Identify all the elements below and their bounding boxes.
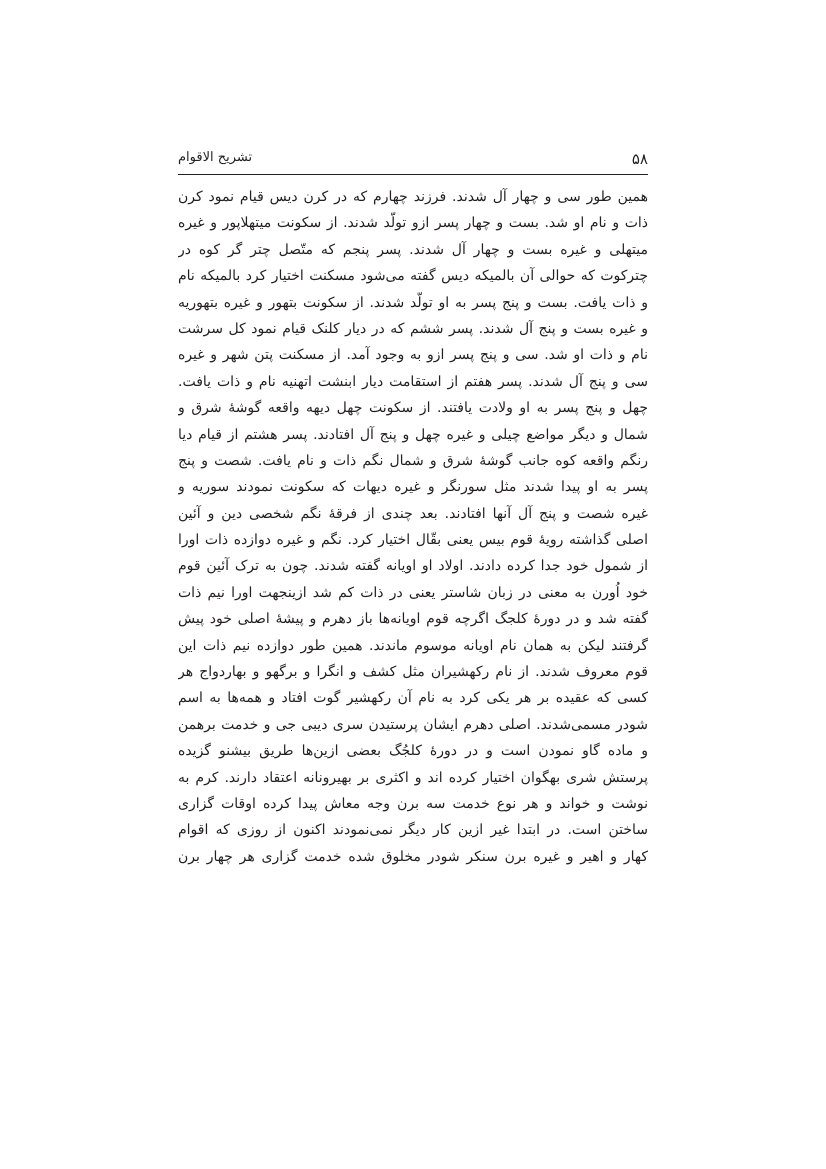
text-line: سی و پنج آل شدند. پسر هفتم از استقامت دیار ابنشت اتهنیه نام و ذات یافت. [178, 373, 648, 390]
text-line: پرستش شری بهگوان اختیار کرده اند و اکثری بر بهیرونانه اعتقاد دارند. کرم به [178, 769, 648, 786]
text-line: پسر به او پیدا شدند مثل سورنگر و غیره دیهات که سکونت نمودند سوریه و [178, 479, 648, 496]
text-line: نوشت و خواند و هر نوع خدمت سه برن وجه معاش پیدا کرده اوقات گزاری [178, 795, 648, 812]
text-line: رنگم واقعه کوه جانب گوشهٔ شرق و شمال نگم ذات و نام یافت. شصت و پنج [178, 452, 648, 469]
text-line: کسی که عقیده بر هر یکی کرد به نام آن رکهشیر گوت افتاد و همه‌ها به اسم [178, 690, 648, 707]
text-line: و غیره بست و پنج آل شدند. پسر ششم که در دیار کلنک قیام نمود کل سرشت [178, 320, 648, 337]
text-line: گفته شد و در دورهٔ کلجگ اگرچه قوم اویانه‌ها باز دهرم و پیشهٔ اصلی خود پیش [178, 611, 648, 628]
text-line: چترکوت که حوالی آن بالمیکه دیس گفته می‌شود مسکنت اختیار کرد بالمیکه نام [178, 268, 648, 285]
text-line: همین طور سی و چهار آل شدند. فرزند چهارم که در کرن دیس قیام نمود کرن [178, 189, 648, 205]
text-line: ساختن است. در ابتدا غیر ازین کار دیگر نمی‌نمودند اکنون از روزی که اقوام [178, 822, 648, 839]
text-line: گرفتند لیکن به همان نام اویانه موسوم ماندند. همین طور دوازده نیم ذات این [178, 637, 648, 654]
text-line: ذات و نام او شد. بست و چهار پسر ازو تولّد شدند. از سکونت میتهلاپور و غیره [178, 215, 648, 232]
text-line: میتهلی و غیره بست و چهار آل شدند. پسر پنجم که متّصل چتر گر کوه در [178, 241, 648, 258]
text-line: اصلی گذاشته رویهٔ قوم بیس یعنی بقّال اختیار کرد. نگم و غیره دوازده ذات اورا [178, 532, 648, 549]
running-title: تشریح الاقوام [178, 150, 253, 165]
text-line: و ذات یافت. بست و پنج پسر به او تولّد شدند. از سکونت بتهور و غیره بتهوریه [178, 294, 648, 311]
text-line: کهار و اهیر و غیره برن سنکر شودر مخلوق شده خدمت گزاری هر چهار برن [178, 848, 648, 865]
text-line: شودر مسمی‌شدند. اصلی دهرم ایشان پرستیدن سری دیبی جی و خدمت برهمن [178, 716, 648, 733]
text-line: و ماده گاو نمودن است و در دورهٔ کلجُگ بعضی ازین‌ها طریق بیشنو گزیده [178, 743, 648, 760]
text-line: قوم معروف شدند. از نام رکهشیران مثل کشف و انگرا و برگهو و بهاردواج هر [178, 664, 648, 681]
text-line: خود اُورن به معنی در زبان شاستر یعنی در ذات کم شد ازینجهت اورا نیم ذات [178, 584, 648, 601]
body-text [178, 184, 648, 870]
text-line: چهل و پنج پسر به او ولادت یافتند. از سکونت چهل دیهه واقعه گوشهٔ شرق و [178, 400, 648, 417]
text-line: غیره شصت و پنج آل آنها افتادند. بعد چندی از فرقهٔ نگم شخصی دین و آئین [178, 505, 648, 522]
text-line: از شمول خود جدا کرده دادند. اولاد او اویانه گفته شدند. چون به ترک آئین قوم [178, 558, 648, 575]
text-line: شمال و دیگر مواضع چیلی و غیره چهل و پنج آل افتادند. پسر هشتم از قیام دیا [178, 426, 648, 443]
text-line: نام و ذات او شد. سی و پنج پسر ازو به وجود آمد. از مسکنت پتن شهر و غیره [178, 347, 648, 364]
page-number: ۵۸ [631, 150, 648, 168]
page-header [178, 150, 648, 175]
